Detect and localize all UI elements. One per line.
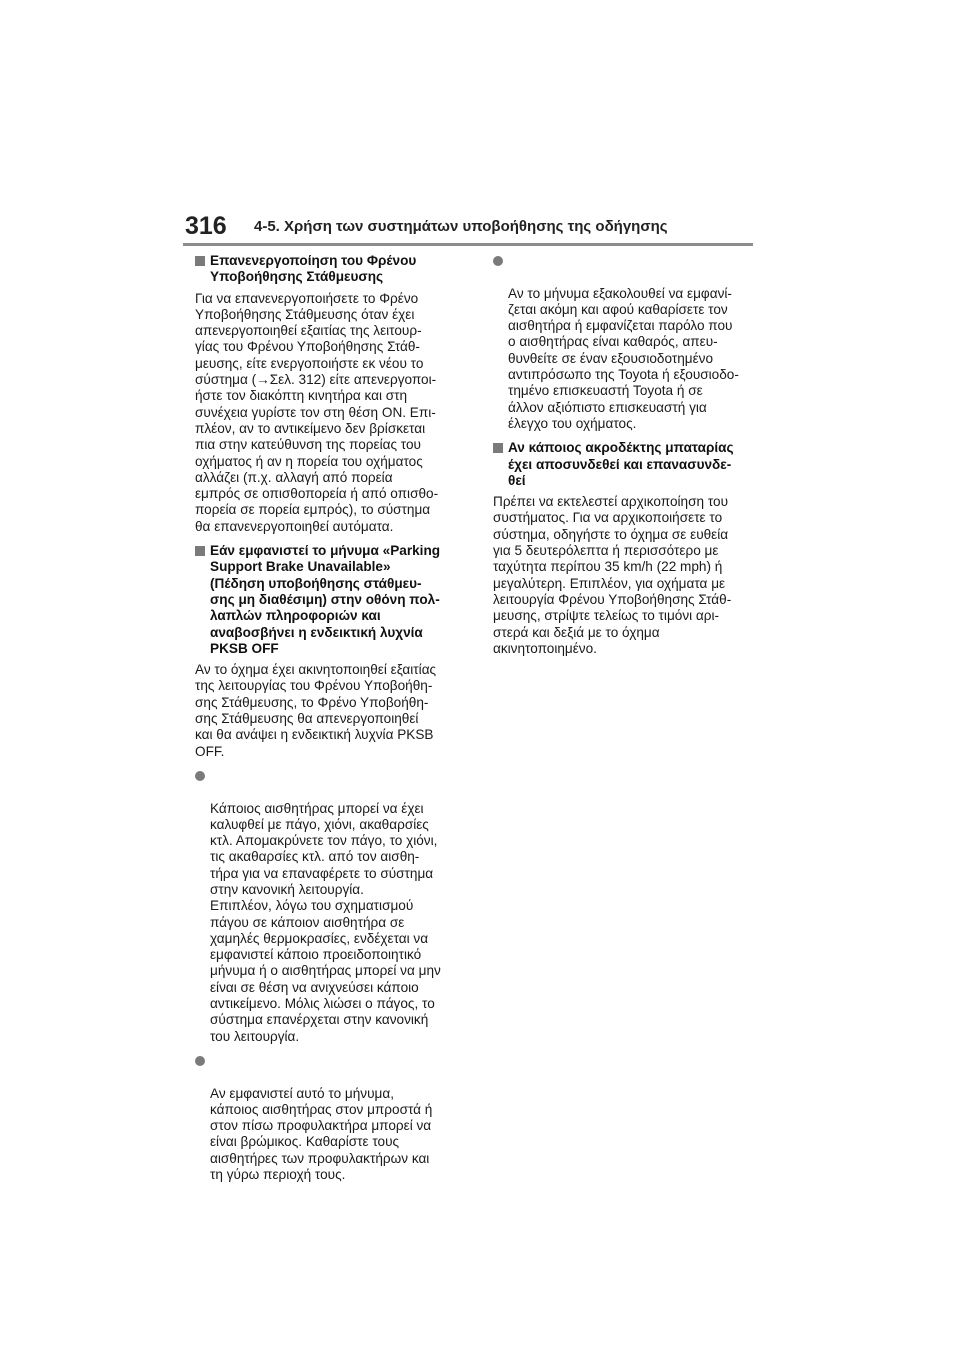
left-column (195, 253, 457, 1191)
right-column (493, 253, 755, 665)
bullet-text: Αν εμφανιστεί αυτό το μήνυμα, κάποιος αισθητήρας στον μπροστά ή στον πίσω προφυλακτήρα μπορεί να είναι βρώμικος. Καθαρίστε τους αισθητήρες των προφυλακτήρων και τη γύρω περιοχή τους. (210, 1085, 433, 1183)
square-bullet-icon (195, 546, 205, 556)
section-body: Πρέπει να εκτελεστεί αρχικοποίηση του συστήματος. Για να αρχικοποιήσετε το σύστημα, οδηγήστε το όχημα σε ευθεία για 5 δευτερόλεπτα ή περισσότερο με ταχύτητα περίπου 35 km/h (22 mph) ή μεγαλύτερη. Επιπλέον, για οχήματα με λειτουργία Φρένου Υποβοήθησης Στάθ- μευσης, στρίψτε τελείως το τιμόνι αρι- στερά και δεξιά με το όχημα ακινητοποιημένο. (493, 494, 732, 656)
square-bullet-icon (493, 443, 503, 453)
section-unavailable-message (195, 543, 457, 760)
section-heading: Αν κάποιος ακροδέκτης μπαταρίας έχει αποσυνδεθεί και επανασυνδε- θεί (493, 440, 755, 489)
round-bullet-icon (195, 771, 205, 781)
bullet-text: Κάποιος αισθητήρας μπορεί να έχει καλυφθεί με πάγο, χιόνι, ακαθαρσίες κτλ. Απομακρύνετε τον πάγο, το χιόνι, τις ακαθαρσίες κτλ. από τον αισθη- τήρα για να επαναφέρετε το σύστημα στην κανονική λειτουργία. Επιπλέον, λόγω του σχηματισμού πάγου σε κάποιον αισθητήρα σε χαμηλές θερμοκρασίες, ενδέχεται να εμφανιστεί κάποιο προειδοποιητικό μήνυμα ή ο αισθητήρας μπορεί να μην είναι σε θέση να ανιχνεύσει κάποιο αντικείμενο. Μόλις λιώσει ο πάγος, το σύστημα επανέρχεται στην κανονική του λειτουργία. (210, 800, 441, 1044)
bullet-text: Αν το μήνυμα εξακολουθεί να εμφανί- ζεται ακόμη και αφού καθαρίσετε τον αισθητήρα ή εμφανίζεται παρόλο που ο αισθητήρας είναι καθαρός, απευ- θυνθείτε σε έναν εξουσιοδοτημένο αντιπρόσωπο της Toyota ή εξουσιοδο- τημένο επισκευαστή Toyota ή σε άλλον αξιόπιστο επισκευαστή για έλεγχο του οχήματος. (508, 285, 739, 431)
section-battery-terminal (493, 440, 755, 657)
section-body: Αν το όχημα έχει ακινητοποιηθεί εξαιτίας της λειτουργίας του Φρένου Υποβοήθη- σης Στάθμευσης, το Φρένο Υποβοήθη- σης Στάθμευσης θα απενεργοποιηθεί και θα ανάψει η ενδεικτική λυχνία PKSB OFF. (195, 662, 437, 759)
header-divider (183, 243, 753, 246)
section-reactivation (195, 253, 457, 535)
section-heading: Επανενεργοποίηση του Φρένου Υποβοήθησης Στάθμευσης (195, 253, 457, 286)
round-bullet-icon (493, 256, 503, 266)
round-bullet-icon (195, 1056, 205, 1066)
page-header (0, 0, 960, 260)
section-heading: Εάν εμφανιστεί το μήνυμα «Parking Support Brake Unavailable» (Πέδηση υποβοήθησης στάθμευ- σης μη διαθέσιμη) στην οθόνη πολ- λαπλών πληροφοριών και αναβοσβήνει η ενδεικτική λυχνία PKSB OFF (195, 543, 457, 657)
page-number: 316 (185, 212, 227, 240)
chapter-title: 4-5. Χρήση των συστημάτων υποβοήθησης της οδήγησης (254, 218, 668, 235)
bullet-item-sensor-dirty (195, 1053, 457, 1183)
section-body: Για να επανενεργοποιήσετε το Φρένο Υποβοήθησης Στάθμευσης όταν έχει απενεργοποιηθεί εξαιτίας της λειτουρ- γίας του Φρένου Υποβοήθησης Στάθ- μευσης, είτε ενεργοποιήστε εκ νέου το σύστημα (→Σελ. 312) είτε απενεργοποι- ήστε τον διακόπτη κινητήρα και στη συνέχεια γυρίστε τον στη θέση ON. Επι- πλέον, αν το αντικείμενο δεν βρίσκεται πια στην κατεύθυνση της πορείας του οχήματος ή αν η πορεία του οχήματος αλλάζει (π.χ. αλλαγή από πορεία εμπρός σε οπισθοπορεία ή από οπισθο- πορεία σε πορεία εμπρός), το σύστημα θα επανενεργοποιηθεί αυτόματα. (195, 290, 439, 534)
bullet-item-sensor-ice (195, 768, 457, 1045)
bullet-item-message-persists (493, 253, 755, 432)
square-bullet-icon (195, 256, 205, 266)
